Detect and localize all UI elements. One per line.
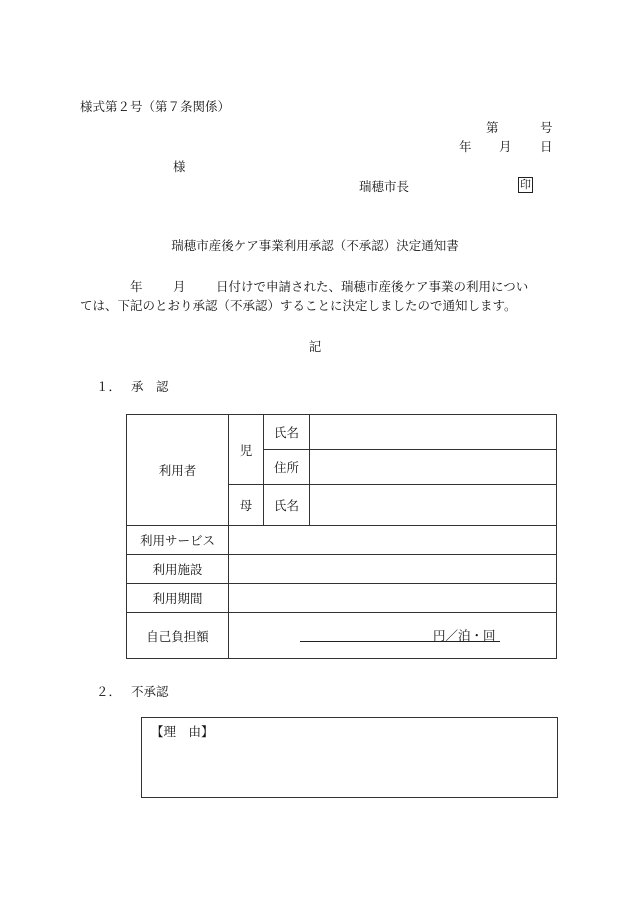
child-address-field[interactable] — [310, 450, 557, 485]
mother-label-cell — [229, 485, 264, 526]
child-label: 児 — [239, 442, 253, 458]
approval-table — [126, 414, 557, 659]
section1-label: 承 認 — [131, 379, 169, 394]
document-title: 瑞穂市産後ケア事業利用承認（不承認）決定通知書 — [171, 238, 459, 253]
reason-box[interactable] — [141, 717, 558, 798]
date-nen: 年 — [459, 139, 472, 154]
period-field[interactable] — [229, 584, 557, 613]
date-tsuki: 月 — [499, 139, 512, 154]
service-label-cell — [127, 526, 229, 555]
date-hi: 日 — [540, 139, 553, 154]
reason-label: 【理 由】 — [151, 724, 214, 739]
copay-unit: 円／泊・回 — [433, 628, 496, 643]
ki-heading: 記 — [308, 339, 322, 354]
child-name-label: 氏名 — [273, 425, 299, 440]
copay-label-cell — [127, 613, 229, 659]
mother-label: 母 — [239, 498, 253, 513]
mother-name-label: 氏名 — [273, 498, 299, 513]
mother-name-label-cell — [264, 485, 310, 526]
section1-number: １． — [96, 379, 122, 394]
child-address-label: 住所 — [273, 460, 299, 475]
period-label-cell — [127, 584, 229, 613]
form-label: 様式第２号（第７条関係） — [80, 99, 231, 114]
body-tsuki: 月 — [173, 279, 186, 294]
facility-label-cell — [127, 555, 229, 584]
recipient-sama: 様 — [173, 159, 186, 174]
child-name-label-cell — [264, 415, 310, 450]
child-address-label-cell — [264, 450, 310, 485]
child-name-field[interactable] — [310, 415, 557, 450]
copay-label: 自己負担額 — [146, 628, 209, 644]
number-go: 号 — [540, 120, 553, 135]
user-label: 利用者 — [158, 463, 197, 478]
issuer-name: 瑞穂市長 — [359, 179, 410, 194]
seal-mark: 印 — [520, 178, 531, 191]
mother-name-field[interactable] — [310, 485, 557, 526]
facility-label: 利用施設 — [152, 562, 203, 577]
body-line1: 日付けで申請された、瑞穂市産後ケア事業の利用につい — [216, 279, 529, 294]
service-field[interactable] — [229, 526, 557, 555]
section2-number: ２． — [96, 684, 122, 699]
child-label-cell — [229, 415, 264, 485]
period-label: 利用期間 — [152, 591, 203, 606]
service-label: 利用サービス — [139, 533, 215, 548]
number-dai: 第 — [486, 120, 499, 135]
section2-label: 不承認 — [131, 684, 169, 699]
facility-field[interactable] — [229, 555, 557, 584]
body-nen: 年 — [130, 279, 143, 294]
body-line2: ては、下記のとおり承認（不承認）することに決定しましたので通知します。 — [80, 298, 517, 313]
user-label-cell — [127, 415, 229, 526]
